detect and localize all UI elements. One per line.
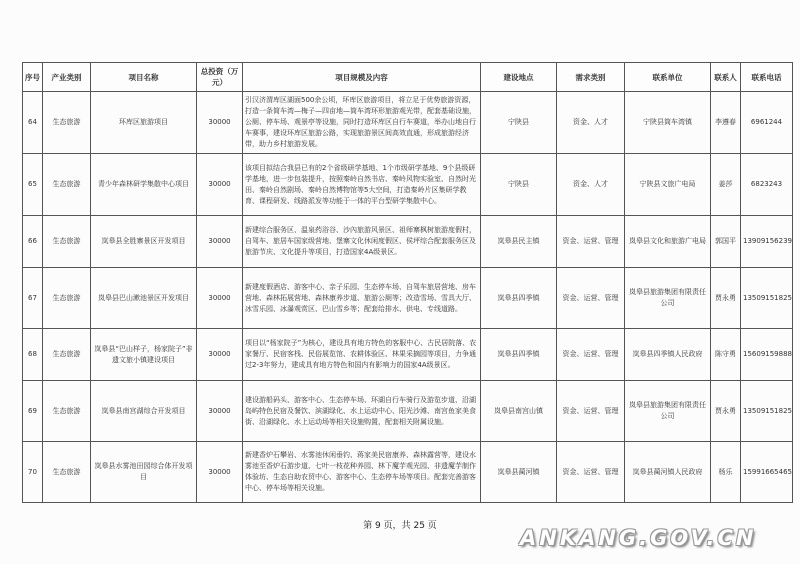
cell-location: 岚皋县四季镇 [481, 329, 557, 381]
table-row [23, 92, 793, 154]
cell-name: 岚皋县全胜寨景区开发项目 [91, 216, 197, 268]
cell-contact: 杨乐 [711, 442, 741, 503]
cell-name: 环库区旅游项目 [91, 92, 197, 154]
table-row [23, 442, 793, 503]
cell-phone: 15991665465 [741, 442, 793, 503]
cell-no: 70 [23, 442, 43, 503]
cell-phone: 6823243 [741, 154, 793, 216]
cell-category: 生态旅游 [43, 154, 91, 216]
cell-phone: 13509151825 [741, 381, 793, 442]
table-row [23, 381, 793, 442]
table-row [23, 268, 793, 329]
cell-name: 岚皋县巴山漱池景区开发项目 [91, 268, 197, 329]
cell-contact: 李遵春 [711, 92, 741, 154]
cell-phone: 13909156239 [741, 216, 793, 268]
cell-scope: 新建综合服务区、温泉药浴谷、沙內旅游风景区、祖师寨枫树旅游度假村，自驾车、旅居车国家级营地、堡寨文化休闲度假区、侯坪综合配套服务区及旅游节庆、文化提升等项目，打造国家4A级景区。 [243, 216, 481, 268]
cell-demand: 资金、运营、管理 [557, 268, 625, 329]
header-scope: 项目规模及内容 [243, 63, 481, 92]
header-location: 建设地点 [481, 63, 557, 92]
table-row [23, 216, 793, 268]
header-investment: 总投资（万元） [197, 63, 243, 92]
cell-unit: 宁陕县筒车湾镇 [625, 92, 711, 154]
cell-location: 宁陕县 [481, 92, 557, 154]
header-contact: 联系人 [711, 63, 741, 92]
cell-location: 岚皋县蔺河镇 [481, 442, 557, 503]
cell-scope: 引汉济渭库区湖面500余公顷，环库区旅游项目，将立足于优势旅游资源，打造一条简车湾—梅子—四亩地—筒车湾环形旅游观光带，配套基础设施，公厕、停车场、观景亭等设施，同时打造环库区自行车赛道，举办山地自行车赛事，建设环库区旅游公路，实现旅游景区间高效直通，形成旅游经济带，助力乡村旅游发展。 [243, 92, 481, 154]
cell-investment: 30000 [197, 381, 243, 442]
cell-unit: 岚皋县四季镇人民政府 [625, 329, 711, 381]
cell-investment: 30000 [197, 92, 243, 154]
cell-scope: 新建香炉石攀岩、水雾池休闲垂钓、蒋家美民宿康养、森林露营等，建设水雾池至香炉石游步道、七叶一枝花种养园、林下魔芋观光园、非遗魔芋制作体验坊、生态自助农贸中心、游客中心、生态停车场等项目。配套完善游客中心、停车场等相关设施。 [243, 442, 481, 503]
header-phone: 联系电话 [741, 63, 793, 92]
cell-scope: 新建度假酒店、游客中心、亲子乐园、生态停车场、自驾车旅居营地、房车营地、森林拓展营地、森林康养步道、旅游公厕等；改造雪场、雪具大厅、冰雪乐园、冰瀑观赏区、巴山雪乡等；配套给排水、供电、专线道路。 [243, 268, 481, 329]
table-row [23, 154, 793, 216]
cell-investment: 30000 [197, 154, 243, 216]
cell-investment: 30000 [197, 268, 243, 329]
cell-phone: 13509151825 [741, 268, 793, 329]
site-watermark: ANKANG.GOV.CN [520, 526, 757, 550]
cell-no: 69 [23, 381, 43, 442]
header-no: 序号 [23, 63, 43, 92]
table-row [23, 329, 793, 381]
cell-category: 生态旅游 [43, 268, 91, 329]
cell-no: 65 [23, 154, 43, 216]
cell-no: 64 [23, 92, 43, 154]
cell-category: 生态旅游 [43, 329, 91, 381]
cell-investment: 30000 [197, 329, 243, 381]
cell-phone: 15609159888 [741, 329, 793, 381]
cell-unit: 岚皋县旅游集团有限责任公司 [625, 381, 711, 442]
cell-demand: 资金、人才 [557, 154, 625, 216]
cell-scope: 项目以“杨家院子”为核心，建设具有地方特色的客服中心、古民居院落、农家餐厅、民宿客栈、民俗展览馆、农耕体验区、林果采摘园等项目，力争通过2-3年努力，建成具有地方特色和国内有影响力的国家4A级景区。 [243, 329, 481, 381]
cell-demand: 资金、人才 [557, 92, 625, 154]
cell-scope: 该项目拟结合我县已有的2个省级研学基地、1个市级研学基地、9个县级研学基地，进一步包装提升，按照秦岭自然书店、秦岭风物实验室、自然时光田、秦岭自然剧场、秦岭自然博物馆等5大空间，打造秦岭片区集研学教育、课程研发、线路派发等功能于一体的平台型研学集散中心。 [243, 154, 481, 216]
cell-unit: 岚皋县文化和旅游广电局 [625, 216, 711, 268]
cell-demand: 资金、运营、管理 [557, 442, 625, 503]
cell-location: 岚皋县南宫山镇 [481, 381, 557, 442]
cell-name: 岚皋县南宫湖综合开发项目 [91, 381, 197, 442]
cell-name: 青少年森林研学集散中心项目 [91, 154, 197, 216]
cell-contact: 贾永勇 [711, 268, 741, 329]
cell-category: 生态旅游 [43, 381, 91, 442]
cell-unit: 岚皋县蔺河镇人民政府 [625, 442, 711, 503]
header-demand: 需求类别 [557, 63, 625, 92]
cell-demand: 资金、运营、管理 [557, 381, 625, 442]
cell-no: 66 [23, 216, 43, 268]
header-category: 产业类别 [43, 63, 91, 92]
cell-name: 岚皋县“巴山样子，杨家院子”非遗文旅小镇建设项目 [91, 329, 197, 381]
cell-phone: 6961244 [741, 92, 793, 154]
cell-unit: 宁陕县文旅广电局 [625, 154, 711, 216]
cell-no: 68 [23, 329, 43, 381]
cell-demand: 资金、运营、管理 [557, 329, 625, 381]
header-unit: 联系单位 [625, 63, 711, 92]
cell-location: 宁陕县 [481, 154, 557, 216]
cell-name: 岚皋县水雾池田园综合体开发项目 [91, 442, 197, 503]
cell-demand: 资金、运营、管理 [557, 216, 625, 268]
cell-contact: 姜莎 [711, 154, 741, 216]
page-number-footer: 第 9 页，共 25 页 [363, 521, 437, 531]
cell-unit: 岚皋县旅游集团有限责任公司 [625, 268, 711, 329]
cell-category: 生态旅游 [43, 92, 91, 154]
cell-investment: 30000 [197, 216, 243, 268]
cell-contact: 陈守勇 [711, 329, 741, 381]
project-table [22, 62, 793, 503]
cell-contact: 贾永勇 [711, 381, 741, 442]
table-header-row [23, 63, 793, 92]
cell-location: 岚皋县民主镇 [481, 216, 557, 268]
cell-category: 生态旅游 [43, 216, 91, 268]
cell-category: 生态旅游 [43, 442, 91, 503]
cell-contact: 郭国平 [711, 216, 741, 268]
cell-scope: 建设游船码头、游客中心、生态停车场、环湖自行车骑行及游览步道、沿湖岛屿特色民宿及餐饮、滨湖绿化、水上运动中心、阳光沙滩、南宫鱼家美食街、沿湖绿化、水上运动场等相关设施购置，配套相关附属设施。 [243, 381, 481, 442]
cell-location: 岚皋县四季镇 [481, 268, 557, 329]
header-name: 项目名称 [91, 63, 197, 92]
cell-no: 67 [23, 268, 43, 329]
cell-investment: 30000 [197, 442, 243, 503]
